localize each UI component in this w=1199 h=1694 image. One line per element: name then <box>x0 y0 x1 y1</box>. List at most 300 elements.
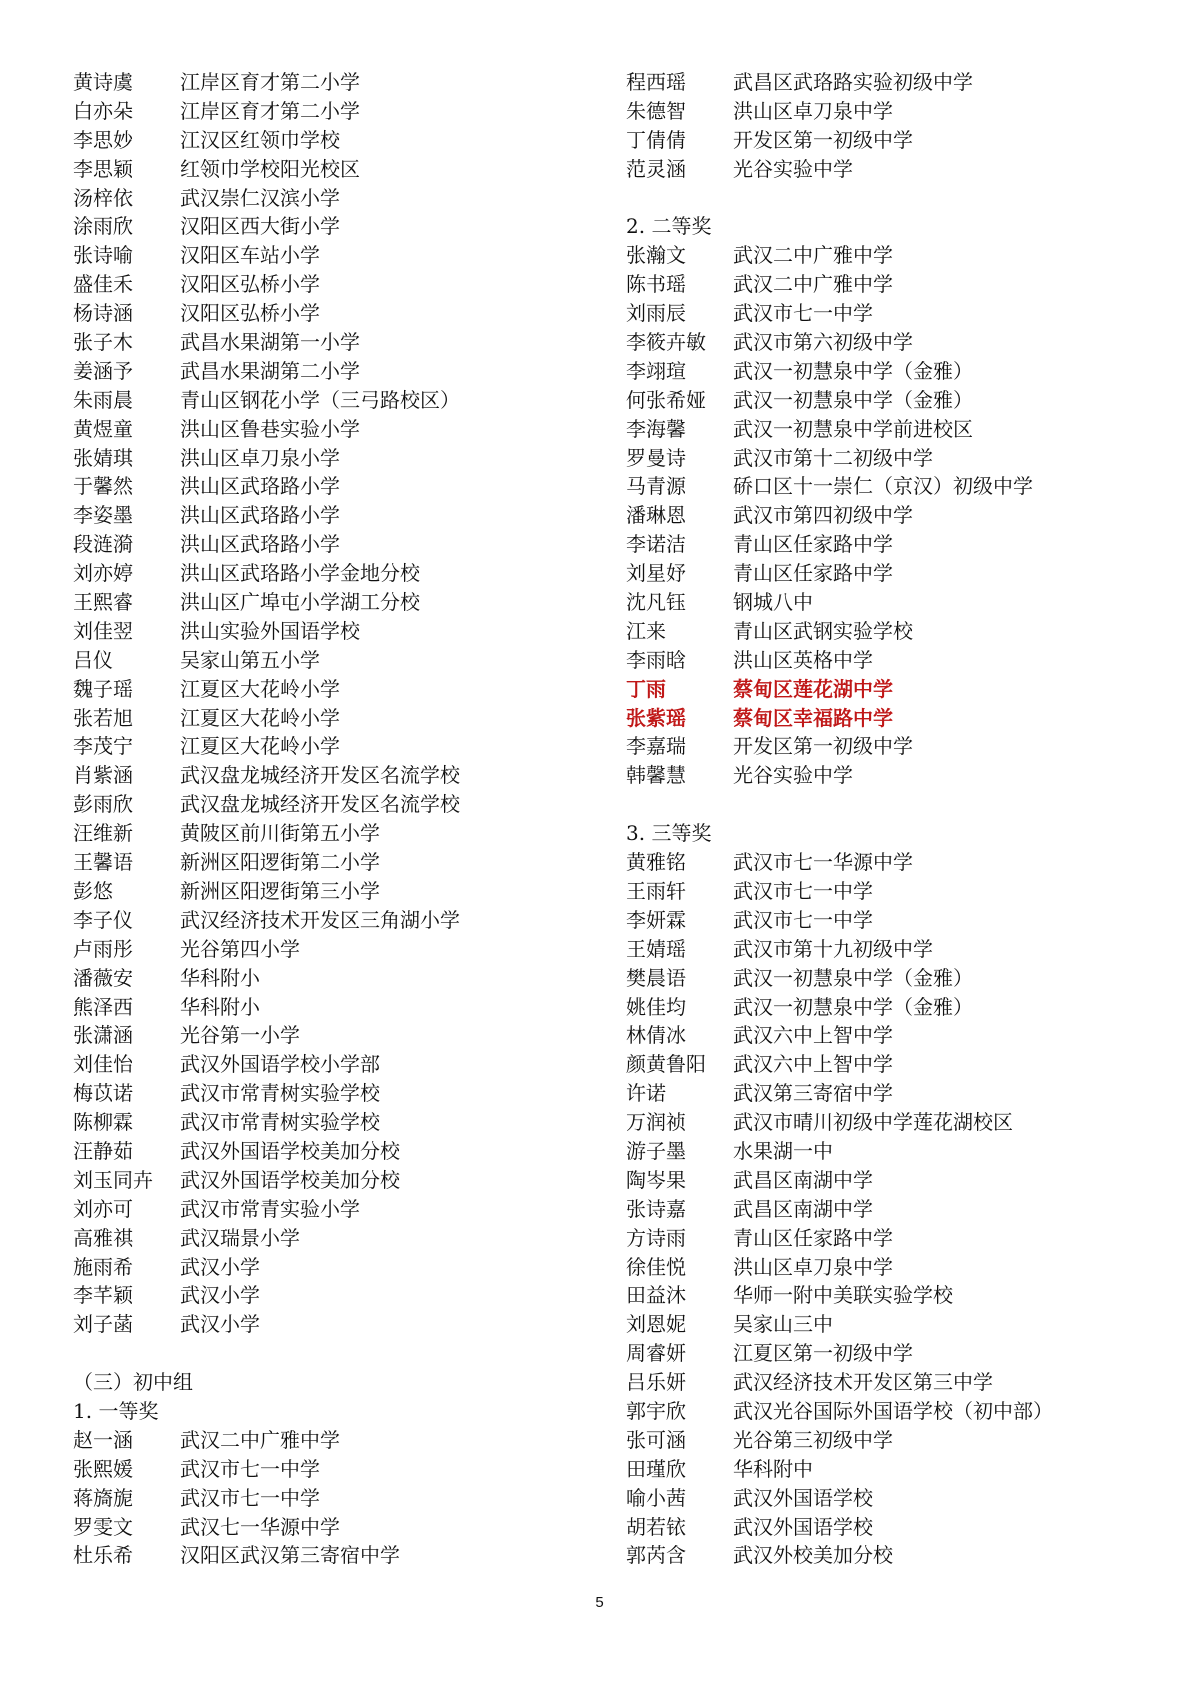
award-entry <box>73 68 593 97</box>
student-name: 蒋旖旎 <box>73 1485 133 1510</box>
school-name: 武汉外国语学校美加分校 <box>180 1167 400 1192</box>
student-name: 黄诗虞 <box>73 70 133 94</box>
student-name: 刘玉同卉 <box>73 1167 153 1192</box>
school-name: 武汉市第十二初级中学 <box>733 445 933 470</box>
school-name: 青山区任家路中学 <box>733 532 893 557</box>
award-entry <box>626 732 1146 761</box>
school-name: 光谷第四小学 <box>180 936 300 961</box>
school-name: 华科附中 <box>733 1456 813 1481</box>
award-entry <box>626 444 1146 473</box>
award-entry <box>73 530 593 559</box>
student-name: 颜黄鲁阳 <box>626 1052 706 1077</box>
award-entry <box>73 877 593 906</box>
student-name: 程西瑶 <box>626 70 686 94</box>
award-entry <box>626 675 1146 704</box>
school-name: 江夏区大花岭小学 <box>180 705 340 730</box>
school-name: 蔡甸区幸福路中学 <box>733 705 893 730</box>
student-name: 郭宇欣 <box>626 1398 686 1423</box>
school-name: 光谷实验中学 <box>733 763 853 788</box>
second-prize-list <box>626 241 1146 790</box>
student-name: 涂雨欣 <box>73 214 133 239</box>
student-name: 罗雯文 <box>73 1514 133 1539</box>
school-name: 青山区钢花小学（三弓路校区） <box>180 387 460 412</box>
school-name: 汉阳区西大街小学 <box>180 214 340 239</box>
student-name: 胡若铱 <box>626 1514 686 1539</box>
award-entry <box>626 299 1146 328</box>
student-name: 李妍霖 <box>626 907 686 932</box>
school-name: 武汉一初慧泉中学前进校区 <box>733 416 973 441</box>
school-name: 武汉外国语学校美加分校 <box>180 1138 400 1163</box>
student-name: 马青源 <box>626 474 686 499</box>
student-name: 梅苡诺 <box>73 1081 133 1106</box>
award-entry <box>73 1484 593 1513</box>
award-entry <box>626 1050 1146 1079</box>
right-column <box>626 68 1146 1570</box>
award-entry <box>626 501 1146 530</box>
school-name: 武汉七一华源中学 <box>180 1514 340 1539</box>
award-entry <box>73 472 593 501</box>
award-entry <box>626 357 1146 386</box>
award-entry <box>626 1368 1146 1397</box>
award-entry <box>73 1021 593 1050</box>
student-name: 卢雨彤 <box>73 936 133 961</box>
award-entry <box>626 1108 1146 1137</box>
student-name: 彭雨欣 <box>73 792 133 817</box>
student-name: 肖紫涵 <box>73 763 133 788</box>
award-entry <box>73 328 593 357</box>
student-name: 刘恩妮 <box>626 1312 686 1337</box>
school-name: 武汉盘龙城经济开发区名流学校 <box>180 792 460 817</box>
school-name: 武汉一初慧泉中学（金雅） <box>733 994 973 1019</box>
award-entry <box>73 444 593 473</box>
school-name: 武汉一初慧泉中学（金雅） <box>733 387 973 412</box>
student-name: 许诺 <box>626 1081 666 1106</box>
award-entry <box>73 241 593 270</box>
award-entry <box>73 155 593 184</box>
student-name: 万润祯 <box>626 1110 686 1135</box>
student-name: 张若旭 <box>73 705 133 730</box>
section-gap <box>626 184 1146 213</box>
student-name: 段涟漪 <box>73 532 133 557</box>
award-entry <box>73 617 593 646</box>
student-name: 张潇涵 <box>73 1023 133 1048</box>
student-name: 陈柳霖 <box>73 1110 133 1135</box>
student-name: 沈凡钰 <box>626 590 686 615</box>
student-name: 杜乐希 <box>73 1543 133 1568</box>
student-name: 朱雨晨 <box>73 387 133 412</box>
award-entry <box>626 1137 1146 1166</box>
student-name: 于馨然 <box>73 474 133 499</box>
school-name: 武汉市第六初级中学 <box>733 330 913 355</box>
student-name: 高雅祺 <box>73 1225 133 1250</box>
school-name: 武汉外国语学校小学部 <box>180 1052 380 1077</box>
award-entry <box>626 68 1146 97</box>
school-name: 武汉市七一中学 <box>733 907 873 932</box>
student-name: 李思妙 <box>73 127 133 152</box>
award-entry <box>626 877 1146 906</box>
school-name: 武汉瑞景小学 <box>180 1225 300 1250</box>
student-name: 李姿墨 <box>73 503 133 528</box>
student-name: 汪静茹 <box>73 1138 133 1163</box>
middle-group-heading: （三）初中组 <box>73 1370 193 1395</box>
student-name: 刘雨辰 <box>626 301 686 326</box>
student-name: 游子墨 <box>626 1138 686 1163</box>
student-name: 刘亦婷 <box>73 561 133 586</box>
second-prize-heading: 2. 二等奖 <box>626 214 712 239</box>
student-name: 罗曼诗 <box>626 445 686 470</box>
student-name: 杨诗涵 <box>73 301 133 326</box>
student-name: 熊泽西 <box>73 994 133 1019</box>
student-name: 王雨轩 <box>626 878 686 903</box>
award-entry <box>73 646 593 675</box>
section-gap <box>626 790 1146 819</box>
school-name: 武汉市七一中学 <box>180 1485 320 1510</box>
third-prize-heading: 3. 三等奖 <box>626 821 712 846</box>
school-name: 武汉市七一中学 <box>180 1456 320 1481</box>
award-entry <box>626 964 1146 993</box>
award-entry <box>626 415 1146 444</box>
student-name: 郭芮含 <box>626 1543 686 1568</box>
school-name: 洪山实验外国语学校 <box>180 618 360 643</box>
student-name: 汪维新 <box>73 821 133 846</box>
student-name: 李海馨 <box>626 416 686 441</box>
award-entry <box>626 328 1146 357</box>
student-name: 李芊颖 <box>73 1283 133 1308</box>
award-entry <box>73 1310 593 1339</box>
award-entry <box>626 1484 1146 1513</box>
award-entry <box>73 357 593 386</box>
student-name: 魏子瑶 <box>73 676 133 701</box>
school-name: 江岸区育才第二小学 <box>180 98 360 123</box>
award-entry <box>626 472 1146 501</box>
school-name: 武汉小学 <box>180 1312 260 1337</box>
student-name: 刘佳怡 <box>73 1052 133 1077</box>
school-name: 武汉市第四初级中学 <box>733 503 913 528</box>
award-entry <box>73 588 593 617</box>
award-entry <box>626 1281 1146 1310</box>
school-name: 开发区第一初级中学 <box>733 127 913 152</box>
award-entry <box>73 906 593 935</box>
school-name: 新洲区阳逻街第三小学 <box>180 878 380 903</box>
school-name: 武汉六中上智中学 <box>733 1023 893 1048</box>
school-name: 红领巾学校阳光校区 <box>180 156 360 181</box>
award-entry <box>626 530 1146 559</box>
school-name: 江夏区大花岭小学 <box>180 676 340 701</box>
student-name: 李思颖 <box>73 156 133 181</box>
award-entry <box>73 761 593 790</box>
award-entry <box>626 270 1146 299</box>
student-name: 韩馨慧 <box>626 763 686 788</box>
school-name: 江夏区第一初级中学 <box>733 1341 913 1366</box>
award-entry <box>73 1281 593 1310</box>
school-name: 汉阳区武汉第三寄宿中学 <box>180 1543 400 1568</box>
school-name: 青山区任家路中学 <box>733 1225 893 1250</box>
third-prize-list <box>626 848 1146 1570</box>
student-name: 潘琳恩 <box>626 503 686 528</box>
student-name: 张婧琪 <box>73 445 133 470</box>
award-entry <box>73 97 593 126</box>
award-entry <box>626 126 1146 155</box>
student-name: 刘佳翌 <box>73 618 133 643</box>
award-entry <box>73 1541 593 1570</box>
school-name: 武汉盘龙城经济开发区名流学校 <box>180 763 460 788</box>
school-name: 洪山区鲁巷实验小学 <box>180 416 360 441</box>
school-name: 黄陂区前川街第五小学 <box>180 821 380 846</box>
award-entry <box>626 1339 1146 1368</box>
award-entry <box>73 1195 593 1224</box>
student-name: 林倩冰 <box>626 1023 686 1048</box>
first-prize-list-part-a <box>73 1426 593 1570</box>
award-entry <box>626 1541 1146 1570</box>
school-name: 武汉经济技术开发区第三中学 <box>733 1370 993 1395</box>
student-name: 李嘉瑞 <box>626 734 686 759</box>
school-name: 江岸区育才第二小学 <box>180 70 360 94</box>
school-name: 华科附小 <box>180 994 260 1019</box>
student-name: 朱德智 <box>626 98 686 123</box>
student-name: 李茂宁 <box>73 734 133 759</box>
student-name: 王熙睿 <box>73 590 133 615</box>
student-name: 何张希娅 <box>626 387 706 412</box>
school-name: 洪山区卓刀泉中学 <box>733 1254 893 1279</box>
school-name: 武汉外校美加分校 <box>733 1543 893 1568</box>
student-name: 盛佳禾 <box>73 272 133 297</box>
school-name: 武汉崇仁汉滨小学 <box>180 185 340 210</box>
left-column <box>73 68 593 1570</box>
school-name: 蔡甸区莲花湖中学 <box>733 676 893 701</box>
award-entry <box>73 1224 593 1253</box>
student-name: 丁雨 <box>626 676 666 701</box>
school-name: 洪山区卓刀泉小学 <box>180 445 340 470</box>
student-name: 张子木 <box>73 330 133 355</box>
school-name: 武汉一初慧泉中学（金雅） <box>733 965 973 990</box>
student-name: 喻小茜 <box>626 1485 686 1510</box>
student-name: 王馨语 <box>73 850 133 875</box>
student-name: 李诺洁 <box>626 532 686 557</box>
school-name: 武昌水果湖第一小学 <box>180 330 360 355</box>
school-name: 水果湖一中 <box>733 1138 833 1163</box>
school-name: 武汉六中上智中学 <box>733 1052 893 1077</box>
school-name: 武汉经济技术开发区三角湖小学 <box>180 907 460 932</box>
school-name: 洪山区武珞路小学金地分校 <box>180 561 420 586</box>
award-entry <box>73 1253 593 1282</box>
student-name: 赵一涵 <box>73 1427 133 1452</box>
school-name: 硚口区十一崇仁（京汉）初级中学 <box>733 474 1033 499</box>
award-entry <box>626 1224 1146 1253</box>
award-entry <box>73 1137 593 1166</box>
award-entry <box>73 935 593 964</box>
student-name: 李筱卉敏 <box>626 330 706 355</box>
award-entry <box>626 155 1146 184</box>
award-entry <box>73 819 593 848</box>
award-entry <box>73 1455 593 1484</box>
school-name: 江夏区大花岭小学 <box>180 734 340 759</box>
student-name: 姚佳均 <box>626 994 686 1019</box>
student-name: 张熙媛 <box>73 1456 133 1481</box>
award-entry <box>73 848 593 877</box>
school-name: 武汉市常青树实验学校 <box>180 1081 380 1106</box>
school-name: 洪山区武珞路小学 <box>180 474 340 499</box>
student-name: 范灵涵 <box>626 156 686 181</box>
award-entry <box>626 1253 1146 1282</box>
section-gap <box>73 1339 593 1368</box>
award-entry <box>73 299 593 328</box>
school-name: 洪山区广埠屯小学湖工分校 <box>180 590 420 615</box>
award-entry <box>73 1050 593 1079</box>
school-name: 武汉第三寄宿中学 <box>733 1081 893 1106</box>
award-entry <box>73 1426 593 1455</box>
award-entry <box>73 964 593 993</box>
student-name: 江来 <box>626 618 666 643</box>
student-name: 汤梓依 <box>73 185 133 210</box>
award-entry <box>626 1166 1146 1195</box>
student-name: 樊晨语 <box>626 965 686 990</box>
award-entry <box>626 993 1146 1022</box>
student-name: 陶岑果 <box>626 1167 686 1192</box>
student-name: 田瑾欣 <box>626 1456 686 1481</box>
school-name: 洪山区卓刀泉中学 <box>733 98 893 123</box>
school-name: 武汉小学 <box>180 1254 260 1279</box>
award-entry <box>73 675 593 704</box>
student-name: 黄雅铭 <box>626 850 686 875</box>
award-entry <box>73 790 593 819</box>
school-name: 洪山区武珞路小学 <box>180 532 340 557</box>
award-entry <box>626 1455 1146 1484</box>
award-entry <box>73 386 593 415</box>
school-name: 洪山区英格中学 <box>733 647 873 672</box>
award-entry <box>73 993 593 1022</box>
student-name: 吕乐妍 <box>626 1370 686 1395</box>
first-prize-heading: 1. 一等奖 <box>73 1398 159 1423</box>
student-name: 张瀚文 <box>626 243 686 268</box>
award-entry <box>626 704 1146 733</box>
student-name: 徐佳悦 <box>626 1254 686 1279</box>
student-name: 刘亦可 <box>73 1196 133 1221</box>
student-name: 张诗嘉 <box>626 1196 686 1221</box>
award-entry <box>626 1195 1146 1224</box>
award-entry <box>626 617 1146 646</box>
school-name: 新洲区阳逻街第二小学 <box>180 850 380 875</box>
award-entry <box>73 415 593 444</box>
school-name: 汉阳区弘桥小学 <box>180 272 320 297</box>
student-name: 张紫瑶 <box>626 705 686 730</box>
student-name: 黄煜童 <box>73 416 133 441</box>
award-entry <box>73 704 593 733</box>
student-name: 丁倩倩 <box>626 127 686 152</box>
school-name: 华科附小 <box>180 965 260 990</box>
award-entry <box>626 1426 1146 1455</box>
school-name: 吴家山三中 <box>733 1312 833 1337</box>
student-name: 潘薇安 <box>73 965 133 990</box>
student-name: 李翊瑄 <box>626 358 686 383</box>
award-entry <box>626 848 1146 877</box>
award-entry <box>73 1513 593 1542</box>
award-entry <box>73 212 593 241</box>
school-name: 汉阳区弘桥小学 <box>180 301 320 326</box>
student-name: 陈书瑶 <box>626 272 686 297</box>
school-name: 武汉市晴川初级中学莲花湖校区 <box>733 1110 1013 1135</box>
award-entry <box>626 559 1146 588</box>
student-name: 张诗喻 <box>73 243 133 268</box>
award-entry <box>626 386 1146 415</box>
student-name: 方诗雨 <box>626 1225 686 1250</box>
award-entry <box>626 241 1146 270</box>
award-entry <box>73 1079 593 1108</box>
school-name: 武汉二中广雅中学 <box>180 1427 340 1452</box>
student-name: 彭悠 <box>73 878 113 903</box>
school-name: 光谷第一小学 <box>180 1023 300 1048</box>
student-name: 姜涵予 <box>73 358 133 383</box>
school-name: 华师一附中美联实验学校 <box>733 1283 953 1308</box>
award-entry <box>73 501 593 530</box>
award-entry <box>626 1397 1146 1426</box>
school-name: 武汉市常青实验小学 <box>180 1196 360 1221</box>
student-name: 刘星妤 <box>626 561 686 586</box>
primary-award-list <box>73 68 593 1339</box>
school-name: 武汉市七一华源中学 <box>733 850 913 875</box>
school-name: 洪山区武珞路小学 <box>180 503 340 528</box>
award-entry <box>626 588 1146 617</box>
award-entry <box>73 184 593 213</box>
page-number: 5 <box>595 1594 604 1611</box>
school-name: 武汉市常青树实验学校 <box>180 1110 380 1135</box>
school-name: 武汉市第十九初级中学 <box>733 936 933 961</box>
school-name: 武汉市七一中学 <box>733 878 873 903</box>
school-name: 武昌水果湖第二小学 <box>180 358 360 383</box>
student-name: 吕仪 <box>73 647 113 672</box>
award-entry <box>73 1108 593 1137</box>
school-name: 开发区第一初级中学 <box>733 734 913 759</box>
school-name: 武汉外国语学校 <box>733 1514 873 1539</box>
school-name: 武汉一初慧泉中学（金雅） <box>733 358 973 383</box>
school-name: 吴家山第五小学 <box>180 647 320 672</box>
school-name: 武汉市七一中学 <box>733 301 873 326</box>
school-name: 武汉二中广雅中学 <box>733 243 893 268</box>
student-name: 刘子菡 <box>73 1312 133 1337</box>
school-name: 光谷实验中学 <box>733 156 853 181</box>
award-entry <box>626 97 1146 126</box>
award-entry <box>626 1021 1146 1050</box>
award-entry <box>73 559 593 588</box>
school-name: 武汉外国语学校 <box>733 1485 873 1510</box>
award-entry <box>73 126 593 155</box>
school-name: 青山区武钢实验学校 <box>733 618 913 643</box>
award-entry <box>73 270 593 299</box>
school-name: 武汉二中广雅中学 <box>733 272 893 297</box>
student-name: 李雨晗 <box>626 647 686 672</box>
award-entry <box>626 646 1146 675</box>
award-entry <box>73 732 593 761</box>
school-name: 武昌区武珞路实验初级中学 <box>733 70 973 94</box>
school-name: 光谷第三初级中学 <box>733 1427 893 1452</box>
school-name: 武汉光谷国际外国语学校（初中部） <box>733 1398 1053 1423</box>
award-entry <box>626 1310 1146 1339</box>
first-prize-list-part-b <box>626 68 1146 184</box>
student-name: 周睿妍 <box>626 1341 686 1366</box>
award-entry <box>626 906 1146 935</box>
award-entry <box>626 1079 1146 1108</box>
school-name: 汉阳区车站小学 <box>180 243 320 268</box>
award-entry <box>626 1513 1146 1542</box>
school-name: 武昌区南湖中学 <box>733 1167 873 1192</box>
school-name: 武昌区南湖中学 <box>733 1196 873 1221</box>
award-entry <box>73 1166 593 1195</box>
student-name: 施雨希 <box>73 1254 133 1279</box>
school-name: 青山区任家路中学 <box>733 561 893 586</box>
student-name: 李子仪 <box>73 907 133 932</box>
award-entry <box>626 761 1146 790</box>
school-name: 江汉区红领巾学校 <box>180 127 340 152</box>
school-name: 钢城八中 <box>733 590 813 615</box>
